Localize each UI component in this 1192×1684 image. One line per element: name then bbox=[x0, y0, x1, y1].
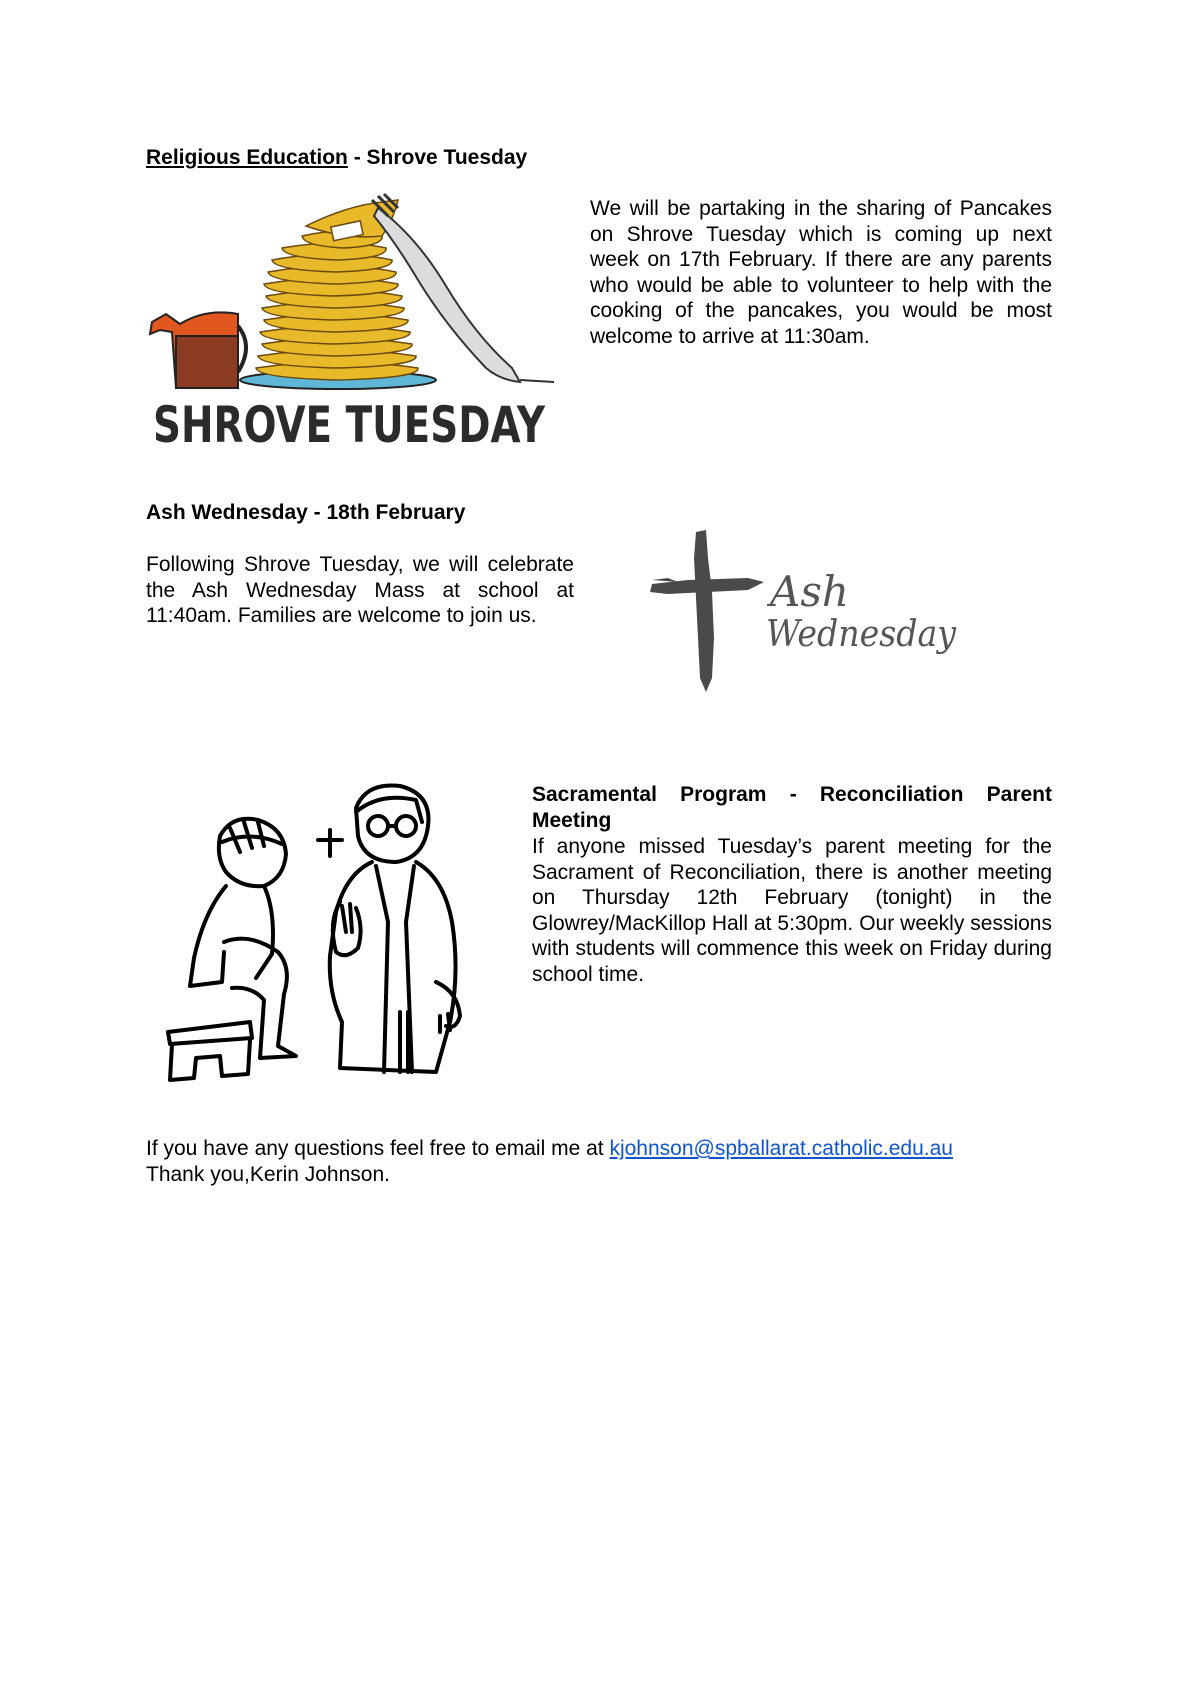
shrove-heading bbox=[146, 145, 527, 171]
shrove-heading-rest: - Shrove Tuesday bbox=[347, 146, 528, 169]
shrove-heading-underlined: Religious Education bbox=[146, 146, 348, 169]
sacrament-body: If anyone missed Tuesday’s parent meeting for the Sacrament of Reconciliation, there is another meeting on Thursday 12th February (tonight) in the Glowrey/MacKillop Hall at 5:30pm. Our weekly sessions with students will commence this week on Friday during school time. bbox=[532, 835, 1052, 986]
footer-question-text: If you have any questions feel free to email me at bbox=[146, 1137, 610, 1160]
ash-body: Following Shrove Tuesday, we will celebrate the Ash Wednesday Mass at school at 11:40am. Families are welcome to join us. bbox=[146, 553, 574, 627]
shrove-image-caption: SHROVE TUESDAY bbox=[153, 396, 546, 454]
ash-heading: Ash Wednesday - 18th February bbox=[146, 501, 466, 524]
shrove-tuesday-image bbox=[146, 196, 556, 458]
ash-wednesday-image bbox=[648, 528, 968, 696]
ash-image-line2: Wednesday bbox=[766, 614, 957, 655]
footer-signoff: Thank you,Kerin Johnson. bbox=[146, 1163, 390, 1186]
email-link[interactable]: kjohnson@spballarat.catholic.edu.au bbox=[609, 1137, 953, 1160]
shrove-body: We will be partaking in the sharing of Pancakes on Shrove Tuesday which is coming up next week on 17th February. If there are any parents who would be able to volunteer to help with the cooking of the pancakes, you would be most welcome to arrive at 11:30am. bbox=[590, 197, 1052, 348]
footer-question bbox=[146, 1136, 1066, 1162]
reconciliation-image bbox=[160, 782, 502, 1094]
ash-cross-icon bbox=[648, 528, 968, 696]
pancake-stack-icon bbox=[146, 196, 556, 458]
reconciliation-icon bbox=[160, 782, 502, 1094]
sacrament-heading: Sacramental Program - Reconciliation Parent Meeting bbox=[532, 783, 1052, 832]
ash-image-line1: Ash bbox=[770, 567, 849, 616]
